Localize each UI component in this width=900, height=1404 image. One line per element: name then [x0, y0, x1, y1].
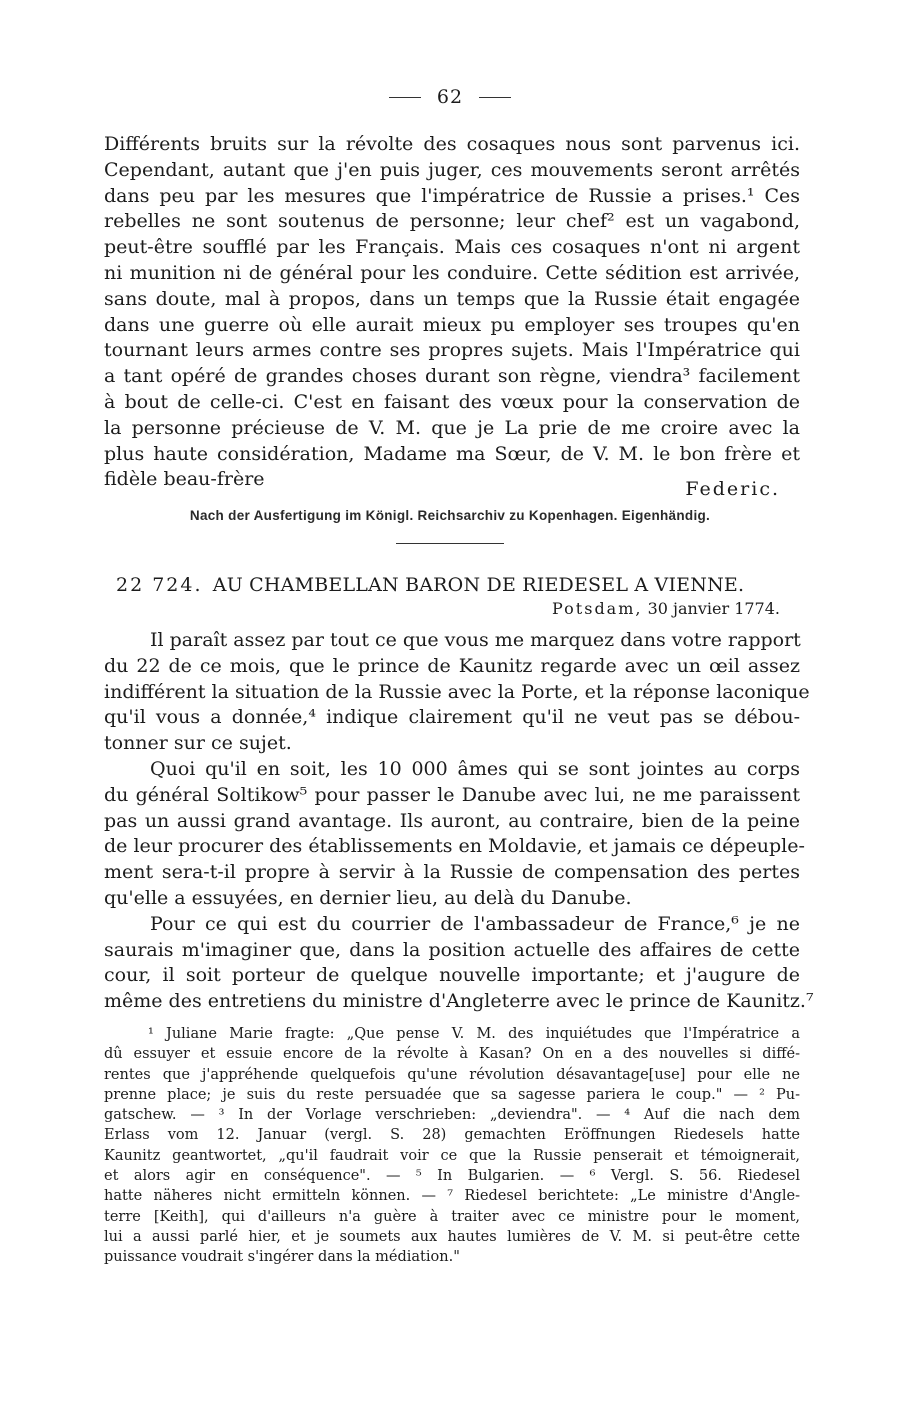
text-line: qu'il vous a donnée,⁴ indique clairement qu'il ne veut pas se débou- [104, 706, 800, 729]
text-line: saurais m'imaginer que, dans la position actuelle des affaires de cette [104, 938, 800, 961]
footnote-line: prenne place; je suis du reste persuadée que sa sagesse pariera le coup." — ² Pu- [104, 1086, 800, 1103]
text-line: fidèle beau-frère [104, 468, 265, 491]
date: 30 janvier 1774. [647, 599, 780, 618]
page-header [0, 86, 900, 108]
source-note: Nach der Ausfertigung im Königl. Reichsarchiv zu Kopenhagen. Eigenhändig. [189, 508, 711, 523]
text-line: tournant leurs armes contre ses propres sujets. Mais l'Impératrice qui [104, 339, 800, 362]
text-line: tonner sur ce sujet. [104, 732, 292, 755]
footnote-line: hatte näheres nicht ermitteln können. — ⁷ Riedesel berichtete: „Le ministre d'Angle- [104, 1188, 800, 1205]
letter-number: 22 724. [116, 574, 203, 596]
footnote-line: rentes que j'appréhende quelquefois qu'une révolution désavantage[use] pour elle ne [104, 1066, 800, 1083]
letter-1-body [104, 132, 800, 493]
footnote-line: Kaunitz geantwortet, „qu'il faudrait voir ce que la Russie penserait et témoignerait, [104, 1147, 800, 1164]
text-line: qu'elle a essuyées, en dernier lieu, au delà du Danube. [104, 886, 632, 909]
section-divider [396, 543, 504, 544]
footnote-line: et alors agir en conséquence". — ⁵ In Bulgarien. — ⁶ Vergl. S. 56. Riedesel [104, 1168, 800, 1185]
footnotes [104, 1024, 800, 1268]
footnote-line: terre [Keith], qui d'ailleurs n'a guère à traiter avec ce ministre pour le moment, [104, 1208, 800, 1225]
letter-heading [116, 574, 796, 596]
text-line: cour, il soit porteur de quelque nouvelle importante; et j'augure de [104, 964, 800, 987]
footnote-line: ¹ Juliane Marie fragte: „Que pense V. M. des inquiétudes que l'Impératrice a [148, 1026, 800, 1042]
text-line: peut-être soufflé par les Français. Mais ces cosaques n'ont ni argent [104, 236, 800, 259]
text-line: ment sera-t-il propre à servir à la Russie de compensation des pertes [104, 861, 800, 884]
paragraph [104, 628, 810, 757]
text-line: Quoi qu'il en soit, les 10 000 âmes qui se sont jointes au corps [150, 757, 800, 780]
text-line: sans doute, mal à propos, dans un temps que la Russie était engagée [104, 287, 800, 310]
header-dash-left [389, 97, 421, 98]
page-number: 62 [436, 86, 464, 108]
text-line: plus haute considération, Madame ma Sœur, de V. M. le bon frère et [104, 442, 800, 465]
text-line: Pour ce qui est du courrier de l'ambassadeur de France,⁶ je ne [150, 912, 800, 935]
text-line: dans une guerre où elle aurait mieux pu employer ses troupes qu'en [104, 313, 800, 336]
header-dash-right [479, 97, 511, 98]
text-line: dans peu par les mesures que l'impératrice de Russie a prises.¹ Ces [104, 184, 800, 207]
place: Potsdam, [552, 599, 643, 618]
footnote-line: lui a aussi parlé hier, et je soumets aux hautes lumières de V. M. si peut-être cette [104, 1228, 800, 1245]
text-line: de leur procurer des établissements en Moldavie, et jamais ce dépeuple- [104, 835, 805, 858]
paragraph [104, 912, 814, 1015]
text-line: pas un aussi grand avantage. Ils auront, au contraire, bien de la peine [104, 809, 800, 832]
dateline [104, 599, 780, 618]
letter-2-body [104, 628, 814, 1015]
text-line: à bout de celle-ci. C'est en faisant des vœux pour la conservation de [104, 390, 800, 413]
text-line: a tant opéré de grandes choses durant son règne, viendra³ facilement [104, 365, 800, 388]
text-line: du 22 de ce mois, que le prince de Kaunitz regarde avec un œil assez [104, 654, 800, 677]
footnote-line: dû essuyer et essuie encore de la révolte à Kasan? On en a des nouvelles si diffé- [104, 1046, 800, 1063]
footnote-line: puissance voudrait s'ingérer dans la médiation." [104, 1249, 460, 1266]
text-line: ni munition ni de général pour les conduire. Cette sédition est arrivée, [104, 261, 800, 284]
text-line: rebelles ne sont soutenus de personne; leur chef² est un vagabond, [104, 210, 800, 233]
footnote-line: gatschew. — ³ In der Vorlage verschrieben: „deviendra". — ⁴ Auf die nach dem [104, 1107, 800, 1124]
text-line: Il paraît assez par tout ce que vous me marquez dans votre rapport [150, 629, 801, 651]
text-line: Cependant, autant que j'en puis juger, ces mouvements seront arrêtés [104, 158, 800, 181]
text-line: Différents bruits sur la révolte des cosaques nous sont parvenus ici. [104, 133, 800, 155]
text-line: du général Soltikow⁵ pour passer le Danube avec lui, ne me paraissent [104, 783, 800, 806]
text-line: même des entretiens du ministre d'Angleterre avec le prince de Kaunitz.⁷ [104, 990, 814, 1013]
footnote-line: Erlass vom 12. Januar (vergl. S. 28) gemachten Eröffnungen Riedesels hatte [104, 1127, 800, 1144]
signature: Federic. [685, 478, 780, 500]
paragraph [104, 757, 805, 912]
text-line: la personne précieuse de V. M. que je La prie de me croire avec la [104, 416, 800, 439]
text-line: indifférent la situation de la Russie avec la Porte, et la réponse laconique [104, 680, 810, 703]
letter-title: AU CHAMBELLAN BARON DE RIEDESEL A VIENNE. [212, 574, 745, 596]
